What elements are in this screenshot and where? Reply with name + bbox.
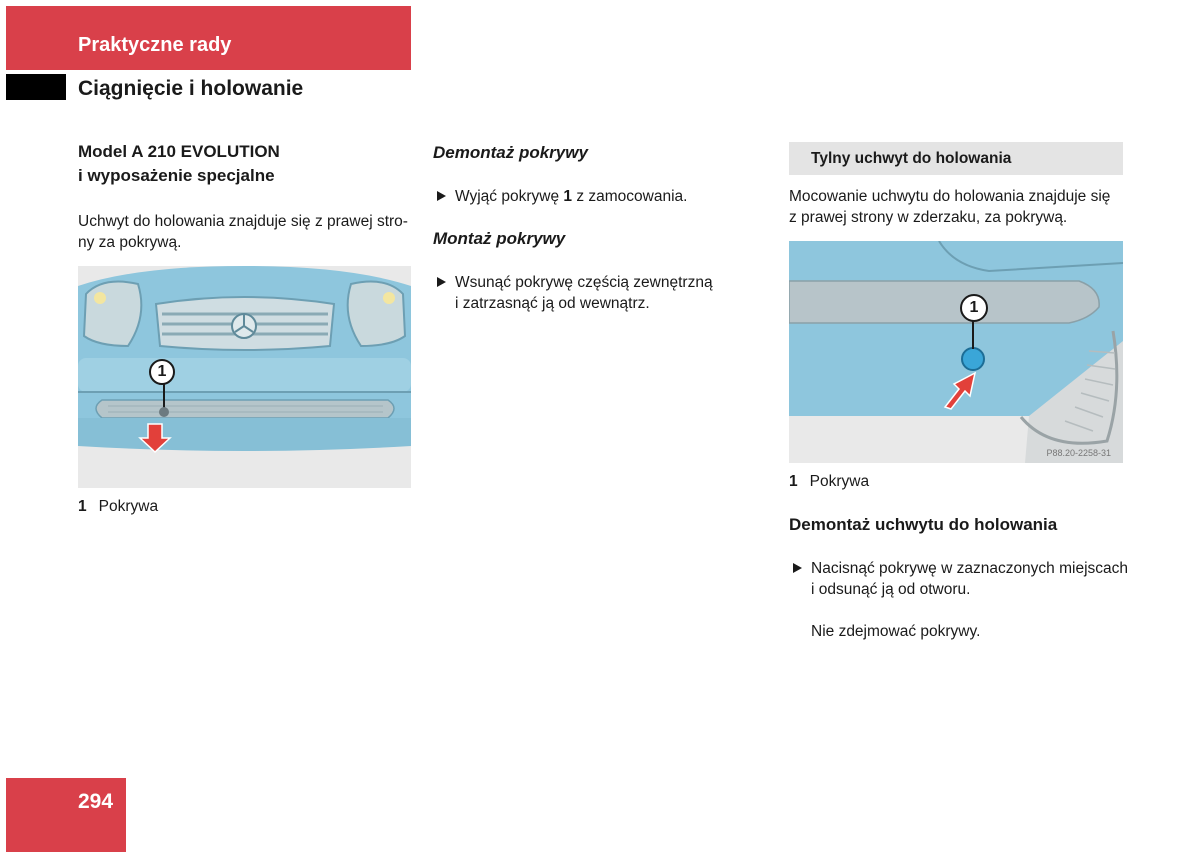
figure-callout-1: 1: [149, 359, 175, 385]
remove-cover-heading: Demontaż pokrywy: [433, 143, 588, 162]
dismount-step: [793, 558, 1128, 600]
legend-label: Pokrywa: [98, 498, 159, 515]
install-cover-step: [437, 272, 713, 314]
install-cover-step-text: [455, 272, 713, 314]
dismount-note: Nie zdejmować pokrywy.: [811, 623, 981, 640]
bullet-arrow-icon: [437, 277, 446, 287]
rear-car-figure: [789, 241, 1123, 463]
rear-car-illustration: [789, 241, 1123, 463]
legend-label: Pokrywa: [809, 473, 870, 490]
model-description-line2: ny za pokrywą.: [78, 234, 182, 251]
figure-code: P88.20-2258-31: [1046, 448, 1111, 458]
remove-cover-step: [437, 186, 687, 207]
remove-step-number: 1: [563, 188, 573, 205]
figure-callout-1: 1: [960, 294, 988, 322]
header-black-tab: [6, 74, 66, 100]
rear-figure-legend: [789, 473, 869, 491]
dismount-step-line1: Nacisnąć pokrywę w zaznaczonych miejscach: [811, 560, 1129, 577]
model-description: [78, 211, 413, 253]
model-heading-line2: i wyposażenie specjalne: [78, 166, 275, 185]
rear-description-line1: Mocowanie uchwytu do holowania znajduje się: [789, 188, 1111, 205]
model-heading-line1: Model A 210 EVOLUTION: [78, 142, 280, 161]
rear-tow-hook-box: [789, 142, 1123, 175]
dismount-step-line2: i odsunąć ją od otworu.: [811, 581, 971, 598]
figure-legend: [78, 498, 158, 516]
front-car-illustration: [78, 266, 411, 488]
remove-cover-step-text: [455, 186, 687, 207]
rear-description-line2: z prawej strony w zderzaku, za pokrywą.: [789, 209, 1068, 226]
page-number: 294: [78, 790, 114, 813]
remove-step-post: z zamocowania.: [572, 188, 688, 205]
page-title: Ciągnięcie i holowanie: [78, 77, 304, 100]
bullet-arrow-icon: [437, 191, 446, 201]
legend-number: 1: [78, 498, 87, 515]
section-title: Praktyczne rady: [78, 34, 232, 56]
remove-step-pre: Wyjąć pokrywę: [455, 188, 564, 205]
model-description-line1: Uchwyt do holowania znajduje się z prawej stro-: [78, 213, 408, 230]
front-car-figure: [78, 266, 411, 488]
install-step-line2: i zatrzasnąć ją od wewnątrz.: [455, 295, 650, 312]
dismount-step-text: [811, 558, 1128, 600]
rear-tow-hook-heading: Tylny uchwyt do holowania: [811, 149, 1012, 167]
install-step-line1: Wsunąć pokrywę częścią zewnętrzną: [455, 274, 713, 291]
legend-number: 1: [789, 473, 798, 490]
rear-description: [789, 186, 1129, 228]
bullet-arrow-icon: [793, 563, 802, 573]
model-heading: [78, 140, 280, 188]
dismount-heading: Demontaż uchwytu do holowania: [789, 515, 1058, 534]
install-cover-heading: Montaż pokrywy: [433, 229, 566, 248]
